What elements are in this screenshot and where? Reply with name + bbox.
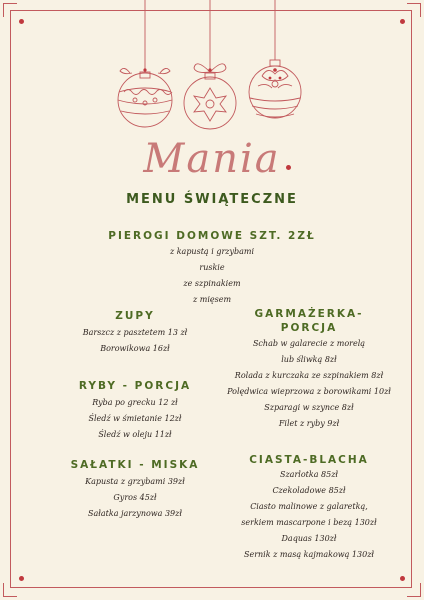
christmas-ornament-icon [184,0,236,129]
menu-item: Śledź w śmietanie 12zł [88,414,182,423]
menu-item: Borowikowa 16zł [100,344,170,353]
menu-item: Śledź w oleju 11zł [98,430,172,439]
section-salatki [40,459,230,522]
section-garmazerka [214,308,404,432]
menu-item: Sałatka jarzynowa 39zł [88,509,182,518]
corner-top-right [407,3,421,17]
corner-bottom-right [407,583,421,597]
corner-bottom-left [3,583,17,597]
menu-item: Filet z ryby 9zł [278,419,340,428]
section-pierogi [0,230,424,308]
menu-item: ze szpinakiem [183,279,241,288]
section-heading: SAŁATKI - MISKA [70,459,200,471]
menu-item: Szarlotka 85zł [279,470,339,479]
corner-dot-bottom-left [19,576,24,581]
section-heading: ZUPY [115,310,155,322]
section-heading: RYBY - PORCJA [78,380,192,392]
menu-item: Sernik z masą kajmakową 130zł [243,550,375,559]
menu-item: Szparagi w szynce 8zł [264,403,354,412]
christmas-ornament-icon [118,0,172,127]
section-heading: CIASTA-BLACHA [249,454,369,466]
menu-item: Czekoladowe 85zł [272,486,346,495]
section-heading: PIEROGI DOMOWE SZT. 2ZŁ [108,230,316,242]
brand-logo-text: Mania [143,136,281,182]
section-zupy [40,310,230,357]
corner-dot-top-right [400,19,405,24]
menu-title: MENU ŚWIĄTECZNE [126,192,298,207]
brand-dot [286,165,291,170]
menu-item: ruskie [199,263,225,272]
corner-top-left [3,3,17,17]
menu-item: z mięsem [192,295,232,304]
menu-item: Gyros 45zł [113,493,157,502]
menu-item: Daquas 130zł [281,534,337,543]
menu-item: Ryba po grecku 12 zł [92,398,178,407]
menu-item: z kapustą i grzybami [169,247,255,256]
menu-item: Kapusta z grzybami 39zł [85,477,185,486]
section-heading-line2: PORCJA [280,322,338,334]
corner-dot-bottom-right [400,576,405,581]
menu-item: lub śliwką 8zł [281,355,337,364]
christmas-ornaments-illustration [100,0,320,140]
section-ciasta [214,454,404,563]
section-heading: GARMAŻERKA- [254,308,364,320]
menu-item: Schab w galarecie z morelą [252,339,366,348]
menu-item: Rolada z kurczaka ze szpinakiem 8zł [234,371,384,380]
christmas-ornament-icon [249,0,301,118]
menu-item: Polędwica wieprzowa z borowikami 10zł [227,387,391,396]
menu-item: Ciasto malinowe z galaretką, [250,502,368,511]
menu-item: Barszcz z pasztetem 13 zł [82,328,188,337]
menu-item: serkiem mascarpone i bezą 130zł [241,518,377,527]
corner-dot-top-left [19,19,24,24]
section-ryby [40,380,230,443]
